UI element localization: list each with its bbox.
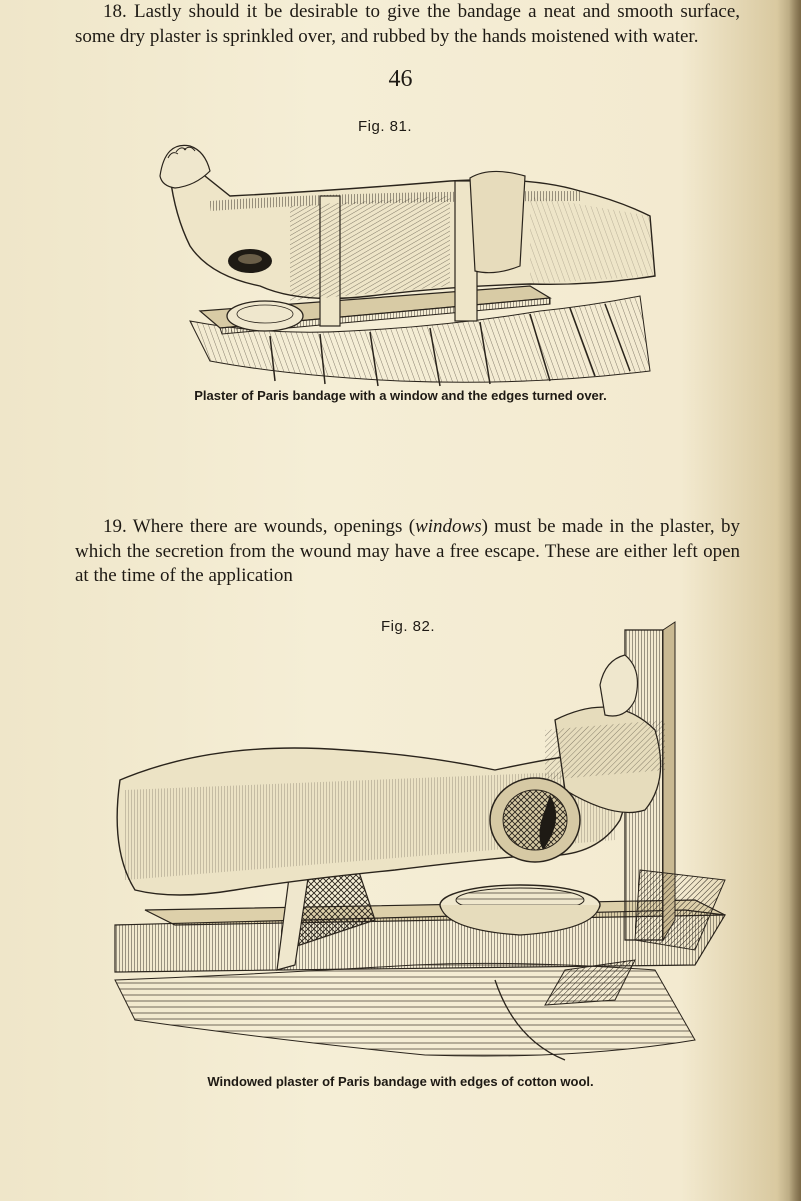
paragraph-19-text-before: Where there are wounds, openings ( (132, 516, 416, 537)
figure-81-caption: Plaster of Paris bandage with a window and the edges turned over. (194, 388, 607, 403)
figure-82-illustration (95, 620, 735, 1065)
page-edge-shadow (789, 0, 801, 1201)
figure-82-label: Fig. 82. (381, 618, 436, 635)
figure-81-label: Fig. 81. (358, 118, 413, 135)
body-text-2 (75, 515, 740, 589)
paragraph-19 (75, 515, 740, 589)
figure-81-illustration (150, 136, 660, 391)
paragraph-18-text: Lastly should it be desirable to give the bandage a neat and smooth surface, some dry plaster is sprinkled over, and rubbed by the hands moistened with water. (75, 1, 741, 47)
paragraph-18 (75, 0, 740, 49)
wound-window (490, 778, 580, 862)
paragraph-19-text-after: ) must be made in the plaster, by which the secretion from the wound may have a free escape. These are either left open at the time of the application (75, 516, 740, 586)
basin (227, 301, 303, 331)
page-number: 46 (388, 66, 413, 92)
body-text (75, 0, 740, 49)
paragraph-19-emphasis: windows (415, 516, 482, 537)
paragraph-18-number: 18. (103, 1, 127, 22)
plaster-leg (117, 707, 665, 895)
figure-82-caption: Windowed plaster of Paris bandage with edges of cotton wool. (207, 1074, 594, 1089)
paragraph-19-number: 19. (103, 516, 127, 537)
